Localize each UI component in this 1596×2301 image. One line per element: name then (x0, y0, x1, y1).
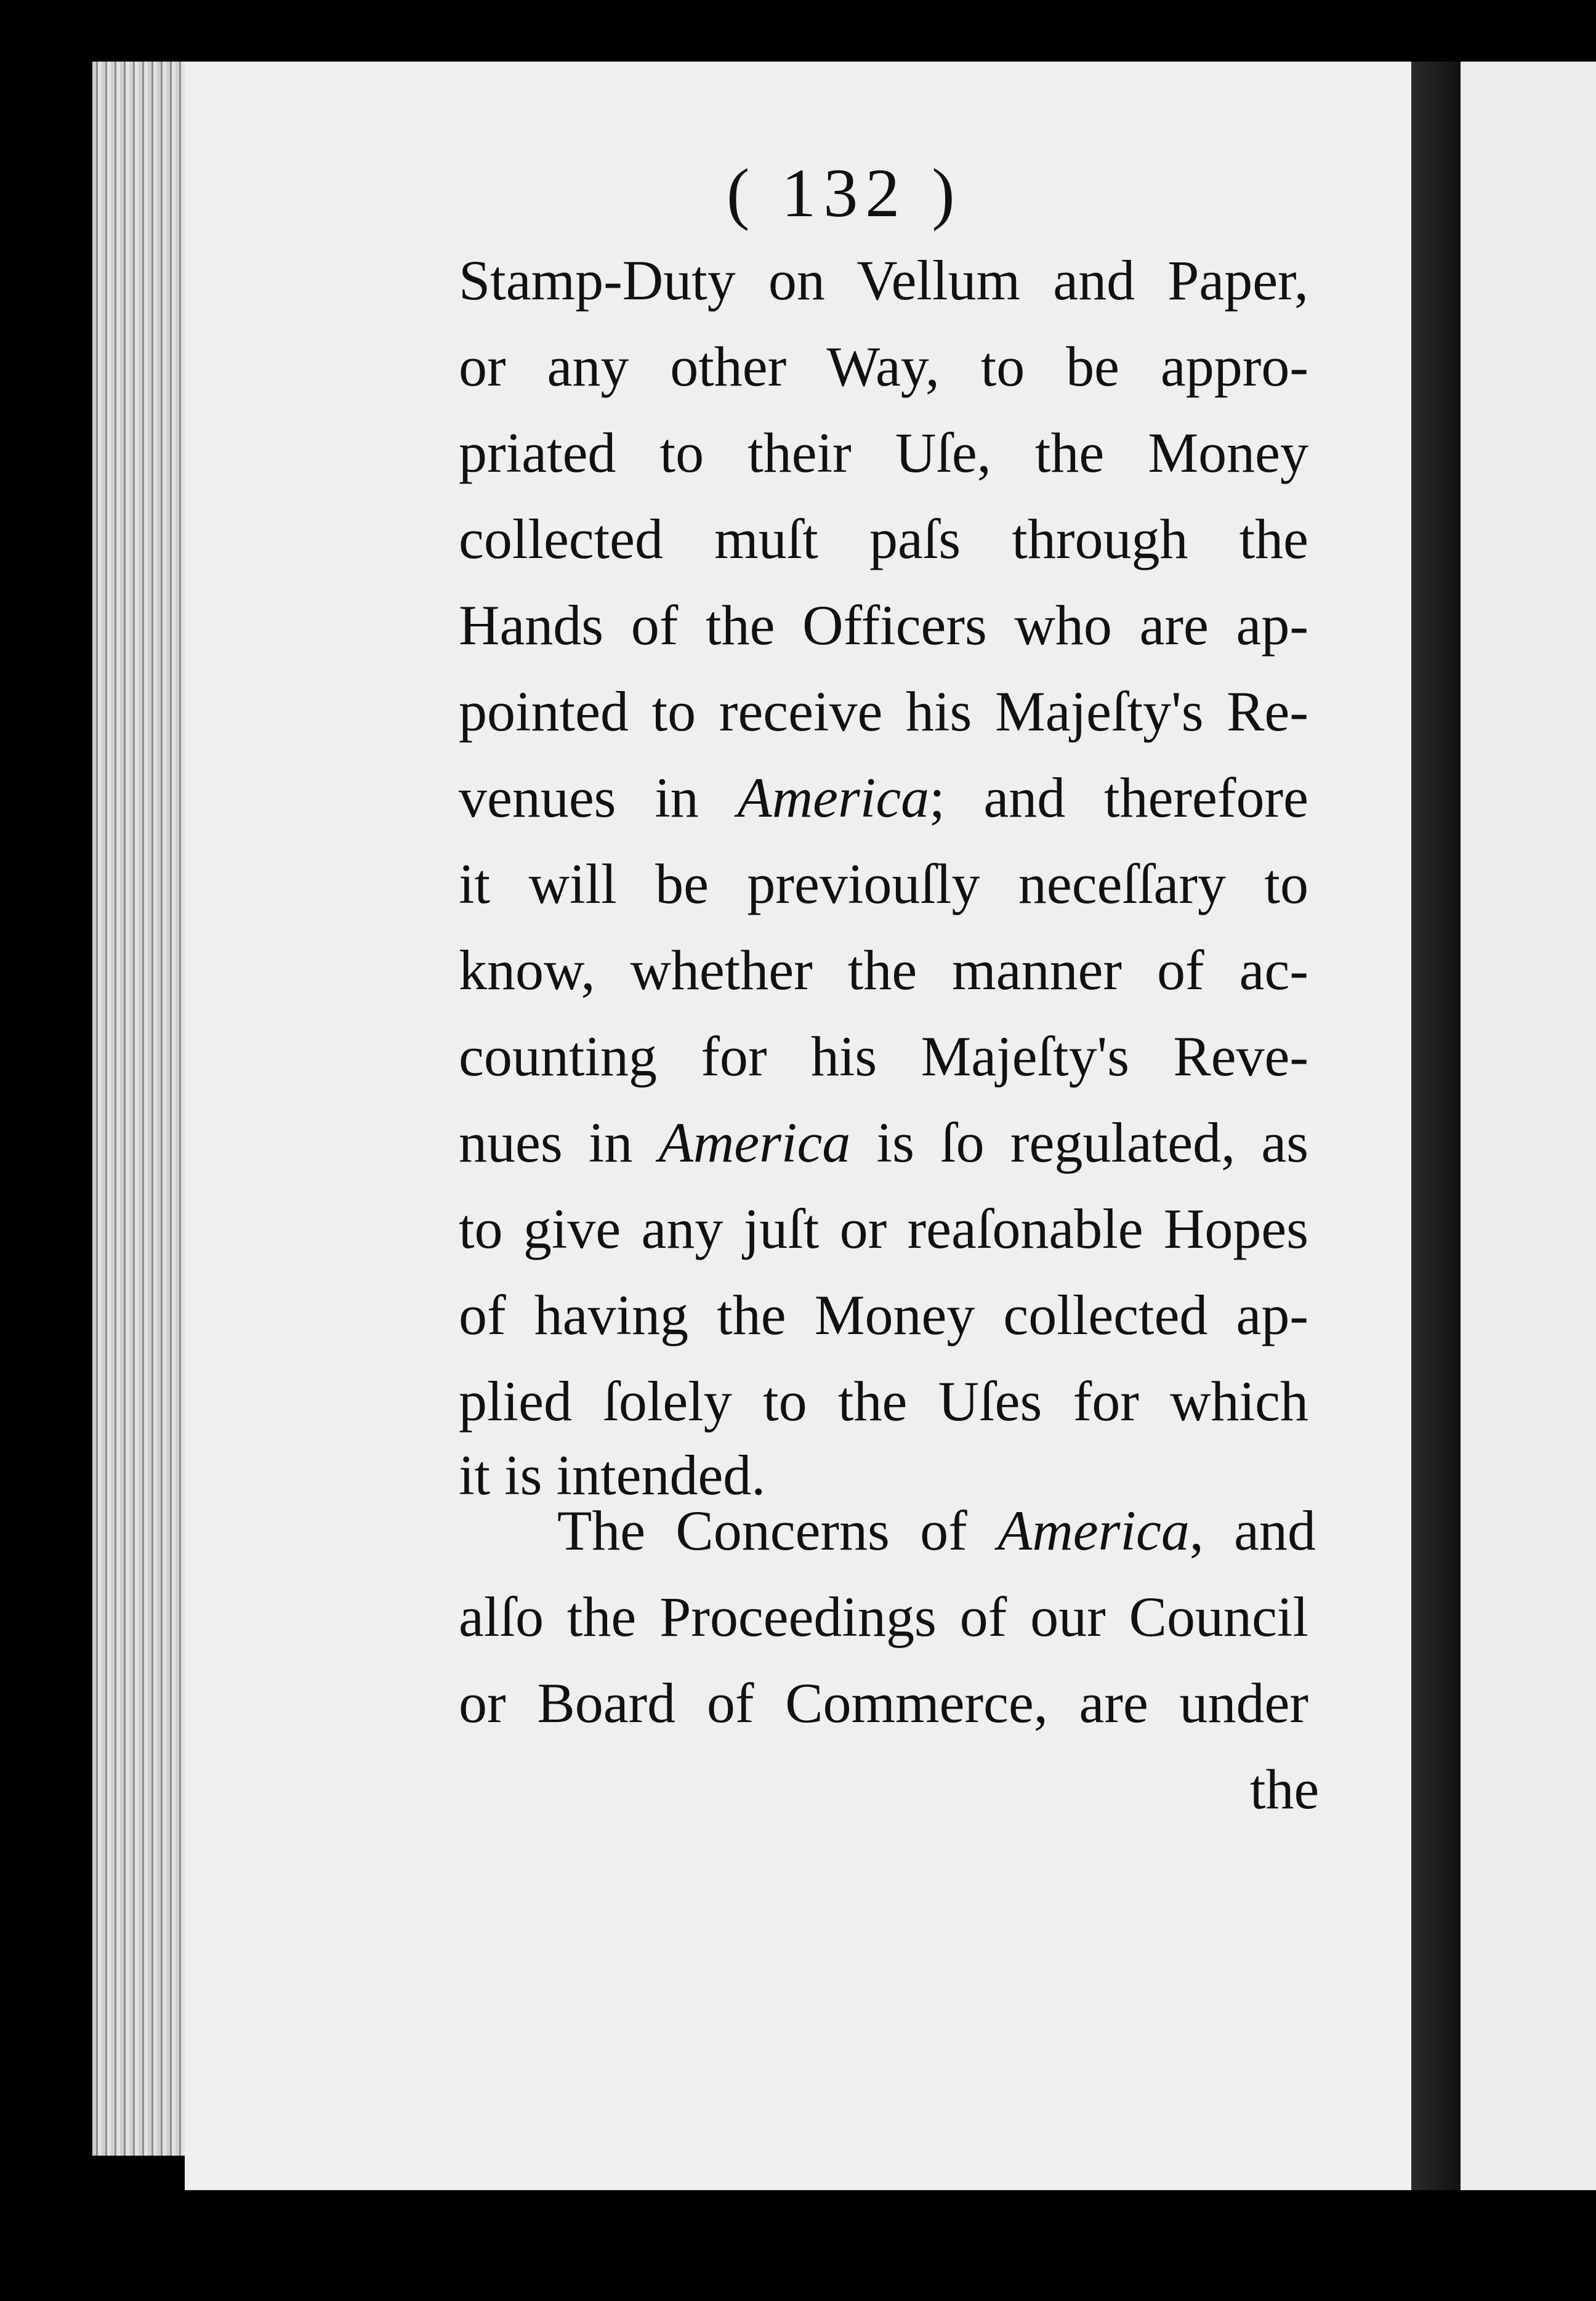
text-line: pointed to receive his Majeſty's Re- (459, 680, 1308, 743)
text-line: plied ſolely to the Uſes for which (459, 1370, 1308, 1433)
text-line: The Concerns of America, and (557, 1499, 1316, 1562)
page-edges (92, 62, 185, 2156)
text-line: it is intended. (459, 1444, 766, 1506)
text-line: venues in America; and therefore (459, 766, 1308, 829)
page-number: ( 132 ) (727, 155, 962, 232)
page-gutter (1411, 62, 1461, 2190)
catchword: the (1250, 1758, 1320, 1821)
italic-word: America (997, 1499, 1190, 1562)
text-line: know, whether the manner of ac- (459, 939, 1308, 1001)
italic-word: America (658, 1111, 851, 1174)
facing-page (1461, 62, 1596, 2190)
text-line: Stamp-Duty on Vellum and Paper, (459, 249, 1308, 312)
text-line: alſo the Proceedings of our Council (459, 1585, 1308, 1648)
text-line: collected muſt paſs through the (459, 508, 1308, 570)
text-line: or Board of Commerce, are under (459, 1672, 1308, 1734)
text-line: or any other Way, to be appro- (459, 335, 1308, 398)
italic-word: America (737, 766, 930, 829)
text-line: to give any juſt or reaſonable Hopes (459, 1197, 1308, 1260)
text-line: Hands of the Officers who are ap- (459, 594, 1308, 657)
text-line: of having the Money collected ap- (459, 1284, 1308, 1346)
text-line: nues in America is ſo regulated, as (459, 1111, 1308, 1174)
text-line: counting for his Majeſty's Reve- (459, 1025, 1308, 1088)
text-line: it will be previouſly neceſſary to (459, 852, 1308, 915)
text-line: priated to their Uſe, the Money (459, 421, 1308, 484)
